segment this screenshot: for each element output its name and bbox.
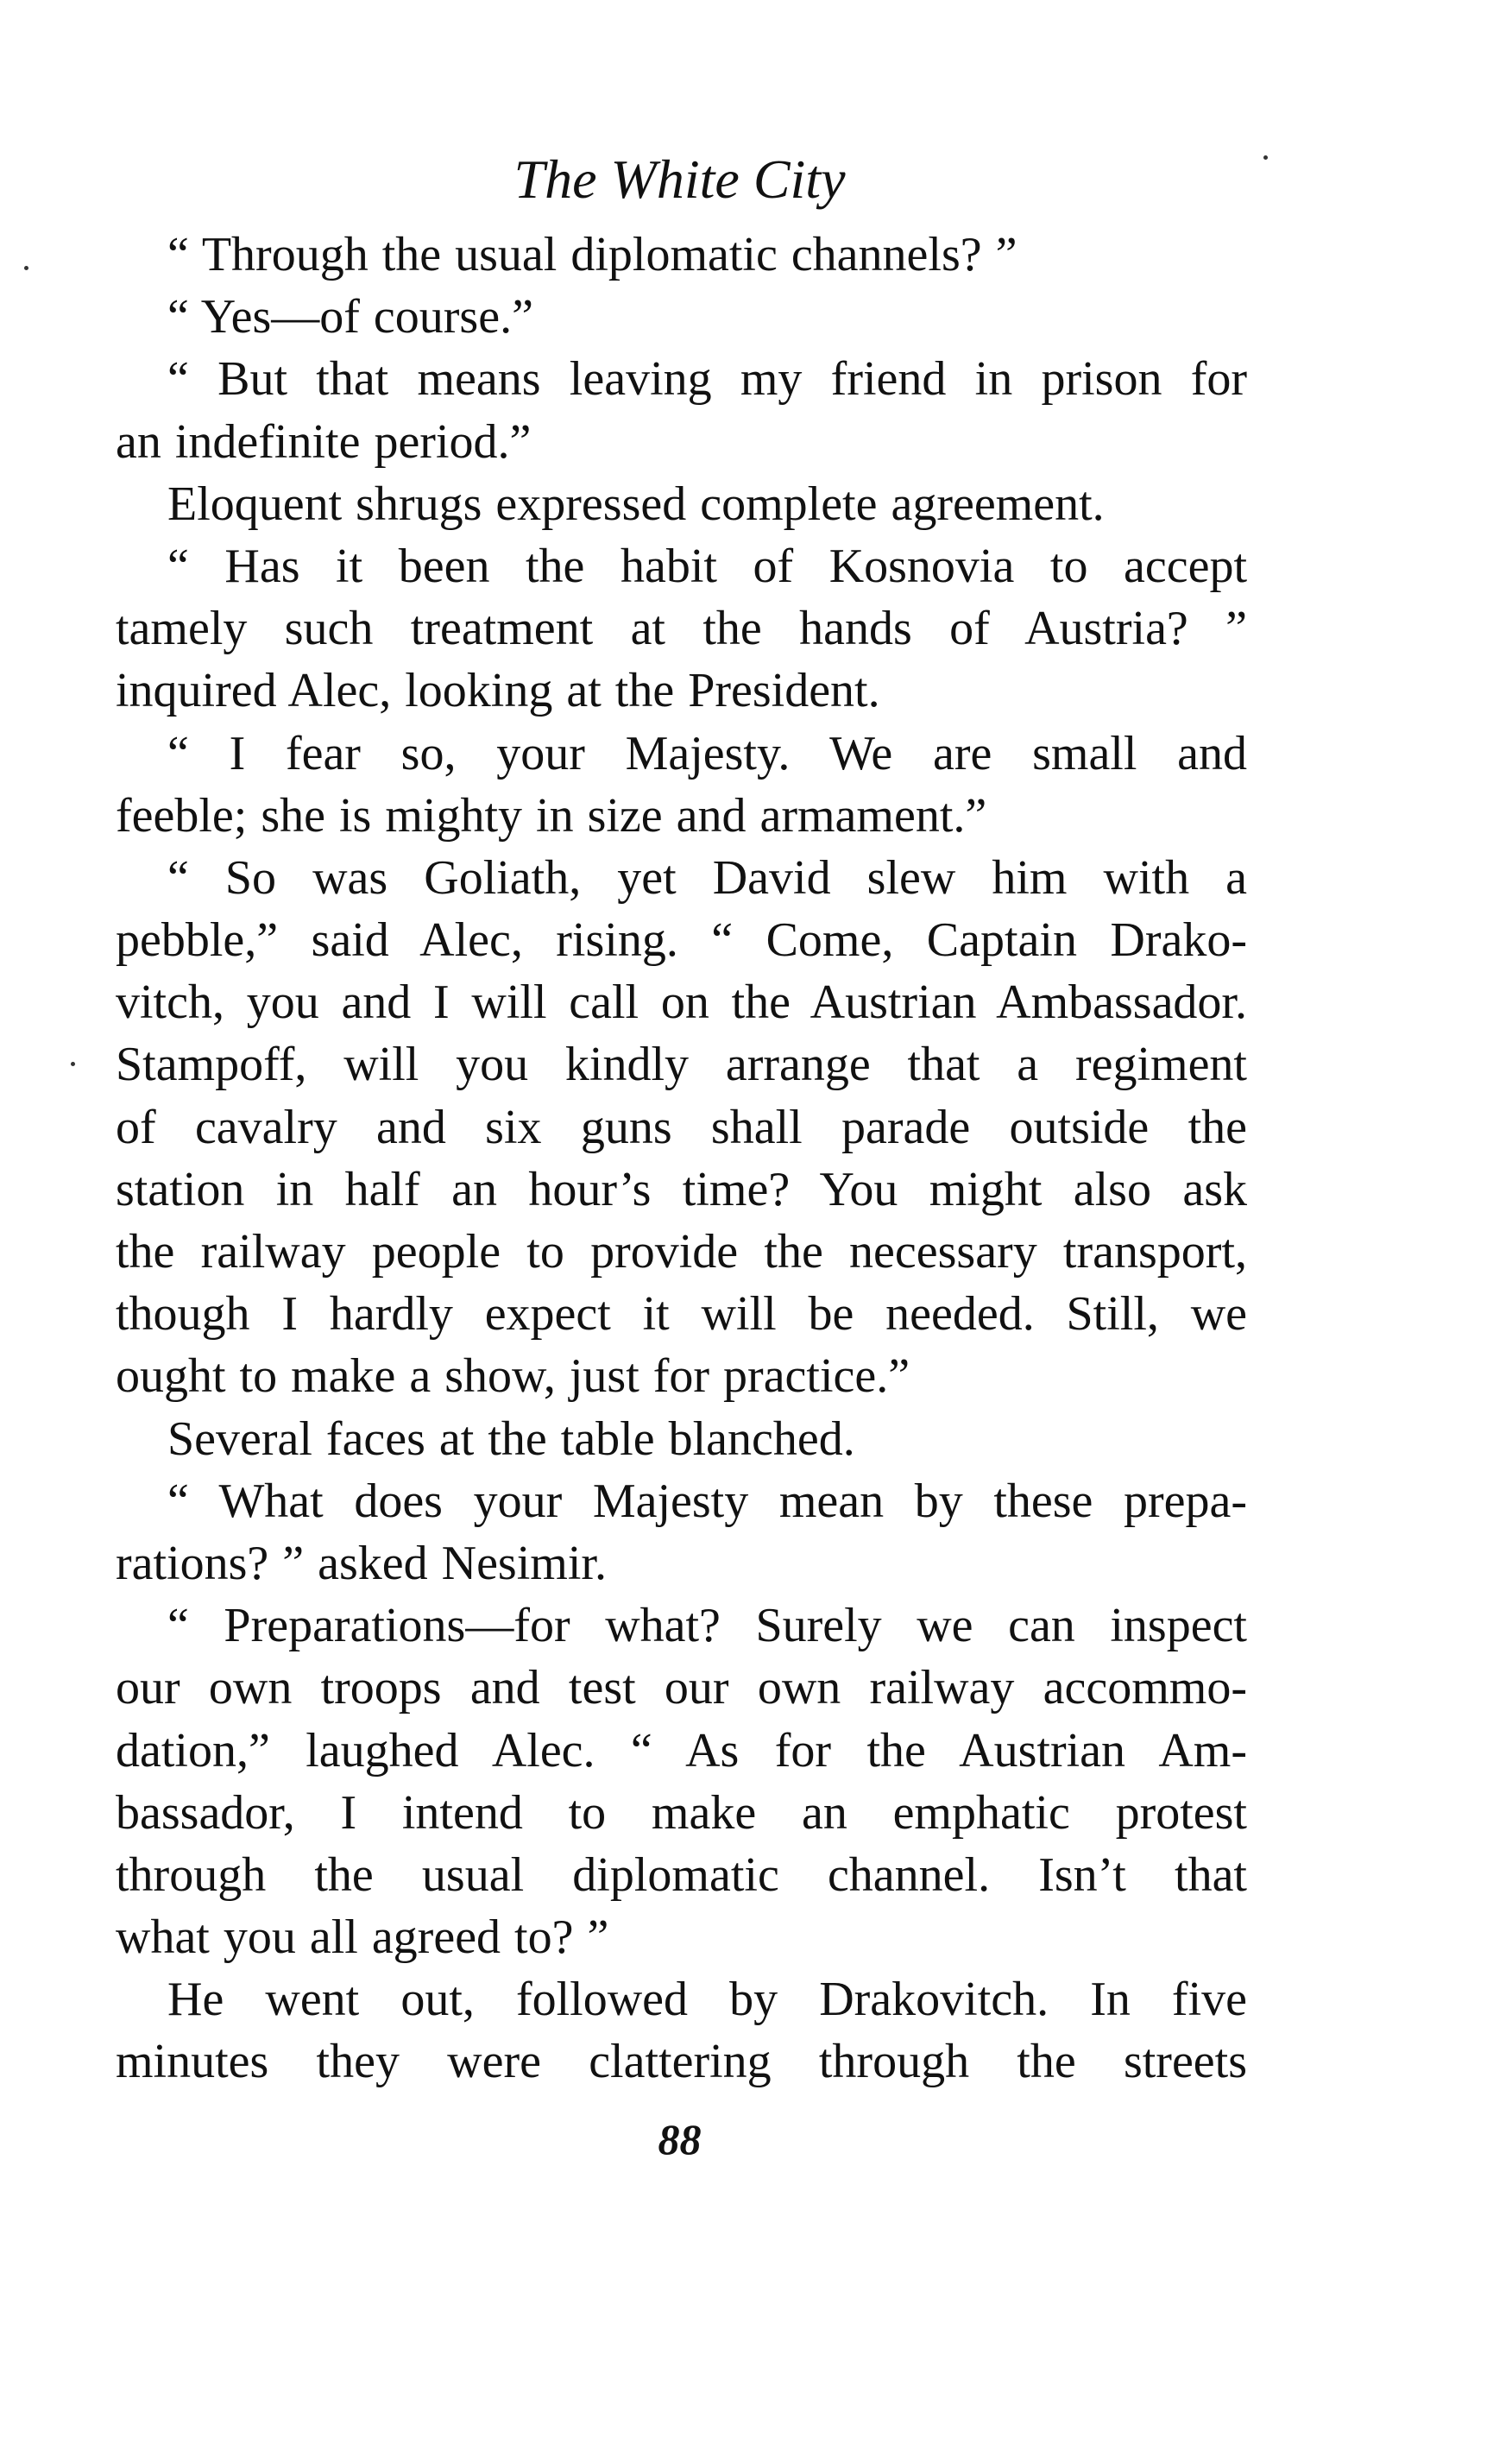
text-line: inquired Alec, looking at the President.	[116, 664, 880, 718]
text-line: “ Preparations—for what? Surely we can inspect	[167, 1599, 1247, 1653]
text-line: bassador, I intend to make an emphatic protest	[116, 1785, 1247, 1840]
scan-speck	[24, 266, 28, 270]
text-line: “ Has it been the habit of Kosnovia to accept	[167, 539, 1247, 593]
text-line: of cavalry and six guns shall parade outside the	[116, 1100, 1247, 1154]
text-line: “ Through the usual diplomatic channels? ”	[167, 228, 1017, 281]
text-line: ought to make a show, just for practice.”	[116, 1349, 910, 1404]
text-line: Several faces at the table blanched.	[167, 1411, 855, 1466]
text-line: the railway people to provide the necessary transport,	[116, 1225, 1247, 1279]
text-line: pebble,” said Alec, rising. “ Come, Captain Drako-	[116, 913, 1247, 968]
text-line: “ Yes—of course.”	[167, 290, 533, 344]
scan-speck	[71, 1062, 75, 1066]
text-line: “ I fear so, your Majesty. We are small and	[167, 726, 1247, 780]
text-line: dation,” laughed Alec. “ As for the Austrian Am-	[116, 1723, 1247, 1778]
text-line: though I hardly expect it will be needed. Still, we	[116, 1287, 1247, 1342]
text-line: through the usual diplomatic channel. Isn’t that	[116, 1847, 1247, 1902]
text-line: Eloquent shrugs expressed complete agreement.	[167, 477, 1105, 531]
text-line: what you all agreed to? ”	[116, 1910, 609, 1965]
text-line: rations? ” asked Nesimir.	[116, 1536, 607, 1590]
text-line: an indefinite period.”	[116, 414, 532, 469]
text-line: station in half an hour’s time? You might also ask	[116, 1162, 1247, 1216]
text-line: He went out, followed by Drakovitch. In five	[167, 1973, 1247, 2027]
text-line: vitch, you and I will call on the Austrian Ambassador.	[116, 976, 1247, 1030]
text-line: feeble; she is mighty in size and armament.”	[116, 788, 987, 843]
text-line: our own troops and test our own railway accommo-	[116, 1661, 1247, 1715]
text-line: “ But that means leaving my friend in prison for	[167, 352, 1247, 407]
text-line: “ What does your Majesty mean by these prepa-	[167, 1474, 1247, 1528]
body-text	[116, 224, 1247, 2093]
running-title: The White City	[513, 148, 846, 210]
text-line: tamely such treatment at the hands of Austria? ”	[116, 602, 1247, 656]
text-line: “ So was Goliath, yet David slew him with a	[167, 850, 1247, 905]
text-line: minutes they were clattering through the streets	[116, 2035, 1247, 2089]
page-number: 88	[658, 2115, 702, 2163]
text-line: Stampoff, will you kindly arrange that a regiment	[116, 1038, 1247, 1092]
scan-speck	[1263, 155, 1268, 160]
